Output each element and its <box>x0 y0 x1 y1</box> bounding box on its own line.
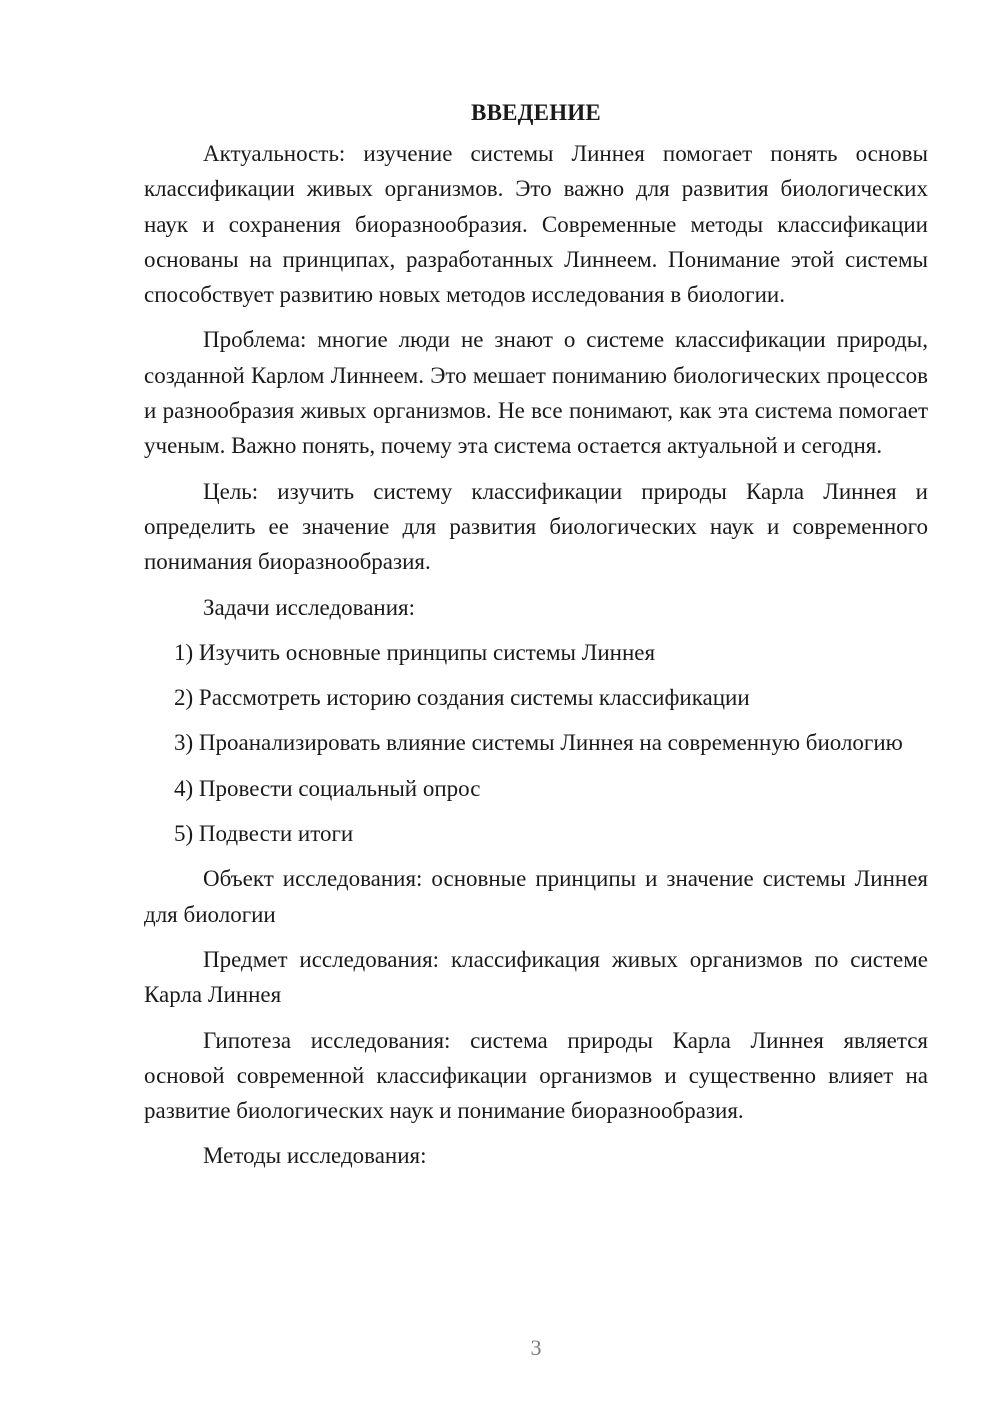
task-item-1: 1) Изучить основные принципы системы Линнея <box>174 639 656 665</box>
section-title: ВВЕДЕНИЕ <box>471 100 601 125</box>
task-item-2: 2) Рассмотреть историю создания системы классификации <box>174 685 750 711</box>
page-number: 3 <box>530 1335 542 1360</box>
relevance-paragraph: Актуальность: изучение системы Линнея помогает понять основы классификации живых организмов. Это важно для развития биологических наук и сохранения биоразнообразия. Современные методы классификации основаны на принципах, разработанных Линнеем. Понимание этой системы способствует развитию новых методов исследования в биологии. <box>144 141 928 308</box>
task-item-3: 3) Проанализировать влияние системы Линнея на современную биологию <box>174 730 903 756</box>
goal-paragraph: Цель: изучить систему классификации природы Карла Линнея и определить ее значение для развития биологических наук и современного понимания биоразнообразия. <box>144 478 928 575</box>
page-content <box>144 95 928 1184</box>
hypothesis-paragraph: Гипотеза исследования: система природы Карла Линнея является основой современной классификации организмов и существенно влияет на развитие биологических наук и понимание биоразнообразия. <box>144 1027 928 1124</box>
methods-heading: Методы исследования: <box>203 1143 427 1169</box>
task-item-5: 5) Подвести итоги <box>174 821 354 847</box>
task-item-4: 4) Провести социальный опрос <box>174 775 481 801</box>
object-paragraph: Объект исследования: основные принципы и значение системы Линнея для биологии <box>144 866 928 927</box>
subject-paragraph: Предмет исследования: классификация живых организмов по системе Карла Линнея <box>144 946 928 1008</box>
tasks-heading: Задачи исследования: <box>203 594 416 620</box>
problem-paragraph: Проблема: многие люди не знают о системе классификации природы, созданной Карлом Линнеем. Это мешает пониманию биологических процессов и разнообразия живых организмов. Не все понимают, как эта система помогает ученым. Важно понять, почему эта система остается актуальной и сегодня. <box>144 327 928 459</box>
